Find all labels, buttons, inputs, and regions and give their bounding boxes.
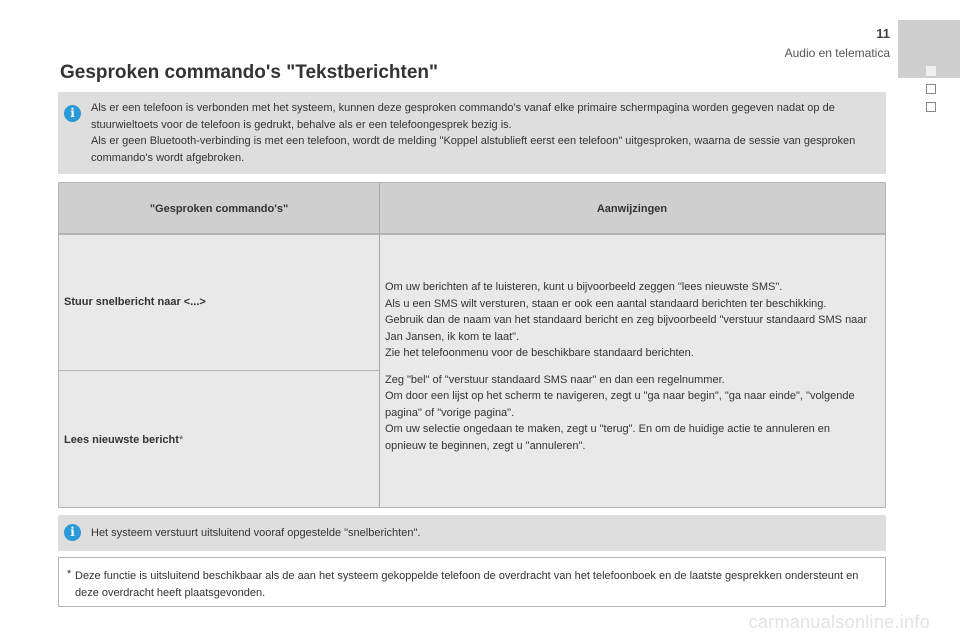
info-paragraph: Als er een telefoon is verbonden met het systeem, kunnen deze gesproken commando's vanaf elke primaire schermpagina worden gegeven nadat op de stuurwieltoets voor de telefoon is gedrukt, behalve als er een telefoongesprek bezig is. (91, 102, 835, 131)
footnote-marker: * (67, 568, 72, 580)
command-send-message (64, 296, 206, 308)
instruction-line: Zeg "bel" of "verstuur standaard SMS naar" en dan een regelnummer. (385, 373, 725, 386)
watermark: carmanualsonline.info (748, 612, 930, 632)
instruction-line: Zie het telefoonmenu voor de beschikbare standaard berichten. (385, 347, 694, 359)
voice-commands-table (58, 182, 886, 508)
info-paragraph: Het systeem verstuurt uitsluitend vooraf opgestelde "snelberichten". (91, 527, 421, 539)
info-text-bottom (91, 525, 876, 542)
chapter-marker-active (926, 66, 936, 76)
table-header (59, 183, 885, 233)
chapter-tab (898, 20, 960, 116)
info-box-bottom (58, 515, 886, 551)
footnote-box (58, 557, 886, 607)
column-header-instructions: Aanwijzingen (596, 203, 668, 215)
footnote-text: Deze functie is uitsluitend beschikbaar als de aan het systeem gekoppelde telefoon de overdracht van het telefoonboek en de laatste gesprekken ondersteunt en deze overdracht heeft plaatsgevonden. (75, 570, 859, 599)
command-text: Stuur snelbericht naar <...> (64, 296, 206, 308)
info-icon: i (64, 524, 81, 541)
command-asterisk: * (178, 434, 184, 446)
instructions-cell (385, 279, 869, 454)
instruction-line: Om door een lijst op het scherm te navigeren, zegt u "ga naar begin", "ga naar einde", "volgende pagina" of "vorige pagina". (385, 390, 855, 419)
row-divider (59, 370, 379, 371)
page-number: 11 (876, 26, 890, 41)
header-divider (59, 233, 885, 235)
instruction-line: Gebruik dan de naam van het standaard bericht en zeg bijvoorbeeld "verstuur standaard SMS naar Jan Jansen, ik kom te laat". (385, 314, 868, 343)
chapter-marker (926, 102, 936, 112)
page-title: Gesproken commando's "Tekstberichten" (60, 62, 439, 83)
instruction-line: Om uw selectie ongedaan te maken, zegt u "terug". En om de huidige actie te annuleren en opnieuw te beginnen, zegt u "annuleren". (385, 423, 831, 452)
section-title: Audio en telematica (784, 46, 890, 60)
instruction-line: Om uw berichten af te luisteren, kunt u bijvoorbeeld zeggen "lees nieuwste SMS". (385, 281, 783, 293)
info-text-top (91, 100, 876, 166)
column-divider (379, 183, 380, 507)
instruction-line: Als u een SMS wilt versturen, staan er ook een aantal standaard berichten ter beschikking. (385, 297, 827, 310)
info-box-top (58, 92, 886, 174)
column-header-commands: "Gesproken commando's" (149, 203, 289, 215)
info-icon: i (64, 105, 81, 122)
chapter-marker (926, 84, 936, 94)
command-text: Lees nieuwste bericht (64, 434, 179, 446)
info-paragraph: Als er geen Bluetooth-verbinding is met een telefoon, wordt de melding "Koppel alstublieft eerst een telefoon" uitgesproken, waarna de sessie van gesproken commando's wordt afgebroken. (91, 135, 856, 164)
command-read-latest (64, 434, 183, 446)
